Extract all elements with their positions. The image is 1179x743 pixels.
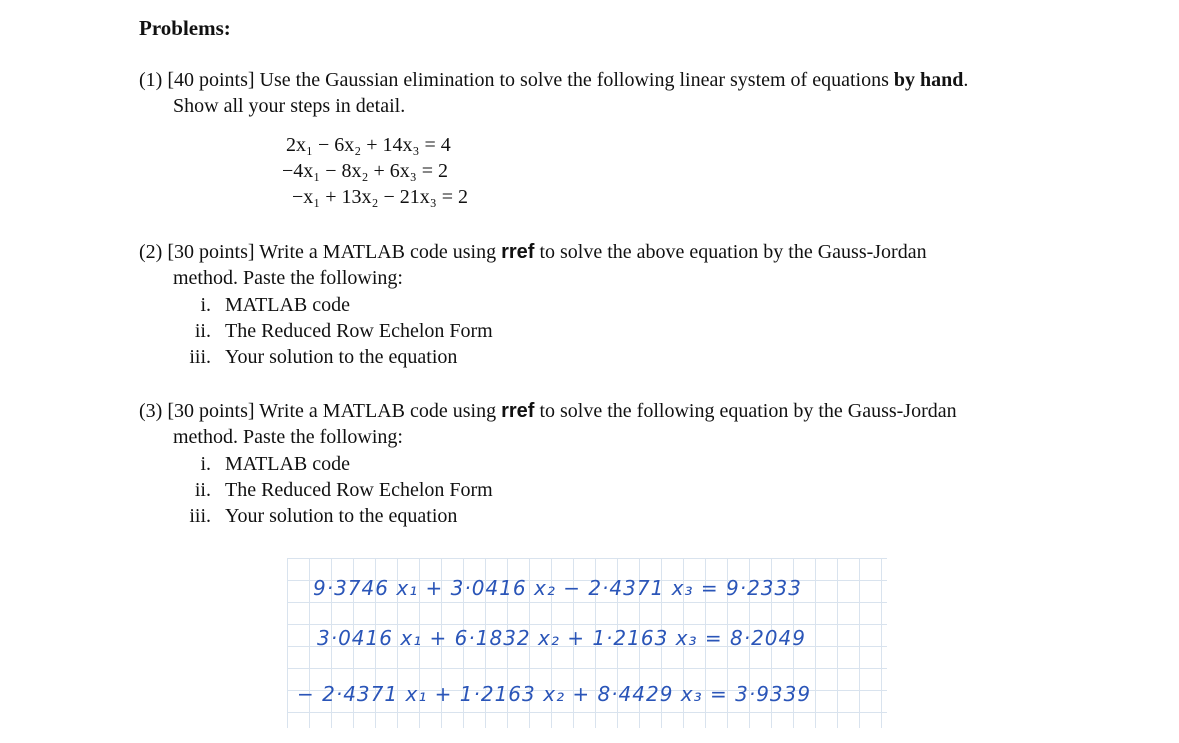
problem-1-period: .	[963, 69, 969, 91]
problem-2-item-2	[173, 318, 493, 344]
handwritten-equations-image	[287, 558, 887, 728]
equation-1: 2x₁ − 6x₂ + 14x₃ = 4	[286, 134, 451, 156]
handwritten-equation-1: 9·3746 x₁ + 3·0416 x₂ − 2·4371 x₃ = 9·2333	[313, 576, 802, 600]
list-number: i.	[200, 453, 211, 475]
list-text: MATLAB code	[225, 453, 350, 475]
problem-1-line-1	[139, 67, 968, 93]
problem-2-rref-code: rref	[501, 241, 535, 263]
problem-2-line-1	[139, 239, 927, 265]
problem-1-text: (1) [40 points] Use the Gaussian elimination to solve the following linear system of equations	[139, 69, 894, 91]
list-number: ii.	[194, 320, 211, 342]
problem-2-text-end: to solve the above equation by the Gauss-Jordan	[534, 241, 927, 263]
problem-3-item-3	[173, 503, 457, 529]
problem-3-text-end: to solve the following equation by the Gauss-Jordan	[534, 400, 957, 422]
problem-3-item-1	[173, 451, 350, 477]
problem-2-line-2: method. Paste the following:	[173, 267, 403, 289]
list-number: i.	[200, 294, 211, 316]
problem-1-emphasis: by hand	[893, 69, 964, 91]
problem-3-line-1	[139, 398, 957, 424]
list-number: iii.	[189, 505, 211, 527]
list-text: Your solution to the equation	[225, 505, 458, 527]
problem-2-item-1	[173, 292, 350, 318]
list-text: The Reduced Row Echelon Form	[225, 479, 493, 501]
problem-3-item-2	[173, 477, 493, 503]
equation-2: −4x₁ − 8x₂ + 6x₃ = 2	[282, 160, 449, 182]
problem-3-text: (3) [30 points] Write a MATLAB code using	[139, 400, 502, 422]
problem-2-item-3	[173, 344, 457, 370]
problem-3-rref-code: rref	[501, 400, 535, 422]
problems-heading: Problems:	[139, 16, 231, 40]
problem-3-line-2: method. Paste the following:	[173, 426, 403, 448]
equation-3: −x₁ + 13x₂ − 21x₃ = 2	[292, 186, 469, 208]
handwritten-equation-3: − 2·4371 x₁ + 1·2163 x₂ + 8·4429 x₃ = 3·9339	[297, 682, 812, 706]
list-text: MATLAB code	[225, 294, 350, 316]
list-text: The Reduced Row Echelon Form	[225, 320, 493, 342]
list-number: iii.	[189, 346, 211, 368]
problem-2-text: (2) [30 points] Write a MATLAB code using	[139, 241, 502, 263]
list-text: Your solution to the equation	[225, 346, 458, 368]
handwritten-equation-2: 3·0416 x₁ + 6·1832 x₂ + 1·2163 x₃ = 8·2049	[317, 626, 806, 650]
list-number: ii.	[194, 479, 211, 501]
problem-1-line-2: Show all your steps in detail.	[173, 95, 406, 117]
